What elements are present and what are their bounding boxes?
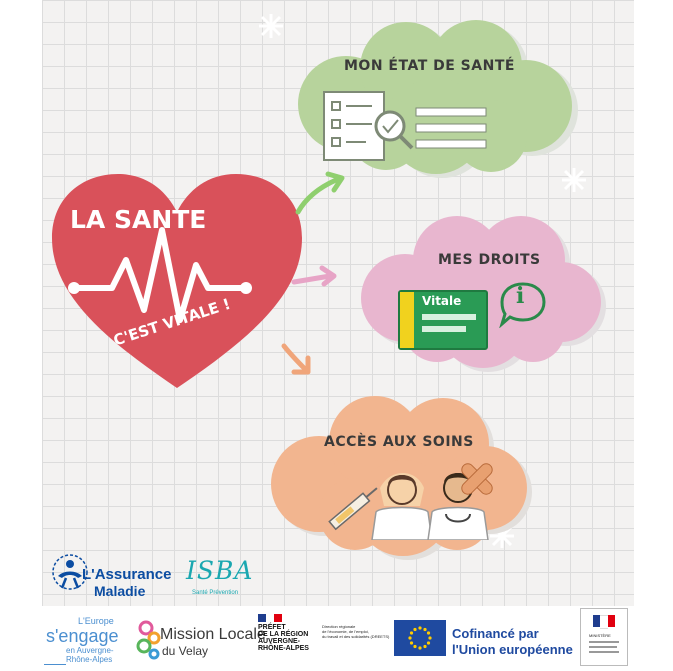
info-glyph: i (516, 283, 525, 309)
vitale-card (398, 290, 488, 350)
eu-flag-icon (394, 620, 446, 656)
europe-top: L'Europe (78, 616, 114, 626)
mission-sub: du Velay (162, 644, 209, 658)
assurance-line2: Maladie (94, 583, 146, 599)
isba-subtitle: Santé Prévention (192, 590, 239, 596)
cloud-title-health: MON ÉTAT DE SANTÉ (344, 58, 515, 74)
poster-background (42, 0, 634, 606)
marianne-flag-icon (258, 614, 282, 622)
cloud-title-rights: MES DROITS (438, 252, 541, 268)
ministere-label: MINISTÈRE (589, 633, 611, 638)
mission-main: Mission Locale (160, 626, 266, 643)
prefet-l1: PRÉFET (258, 624, 286, 631)
card-stripe (400, 292, 414, 348)
europe-line4: Rhône-Alpes (66, 655, 113, 664)
dreets-l2: de l'économie, de l'emploi, (322, 629, 369, 634)
dreets-l3: du travail et des solidarités (DREETS) (322, 634, 390, 639)
eu-line2: l'Union européenne (452, 642, 573, 657)
heart-title: LA SANTE (70, 205, 207, 234)
arrow-icon (278, 340, 318, 380)
prefet-l3: AUVERGNE- (258, 638, 301, 645)
heart-subtitle: C'EST VITALE ! (111, 294, 233, 350)
ministere-logo (580, 608, 628, 666)
star-icon (257, 12, 285, 40)
europe-line3: en Auvergne- (66, 646, 114, 655)
europe-underline (44, 664, 66, 665)
isba-logo: ISBA (186, 556, 254, 585)
partner-logos-band (0, 606, 673, 671)
prefet-l2: DE LA RÉGION (258, 631, 309, 638)
arrow-icon (290, 264, 340, 294)
dreets-l1: Direction régionale (322, 624, 356, 629)
europe-main: s'engage (46, 626, 119, 646)
eu-line1: Cofinancé par (452, 626, 539, 641)
bandage-icon (454, 456, 500, 502)
checklist-icon (320, 86, 490, 161)
prefet-l4: RHÔNE-ALPES (258, 645, 309, 652)
assurance-line1: L'Assurance (82, 566, 172, 583)
cloud-title-care: ACCÈS AUX SOINS (324, 434, 474, 450)
heart-icon (46, 170, 308, 395)
card-label: Vitale (422, 294, 462, 308)
